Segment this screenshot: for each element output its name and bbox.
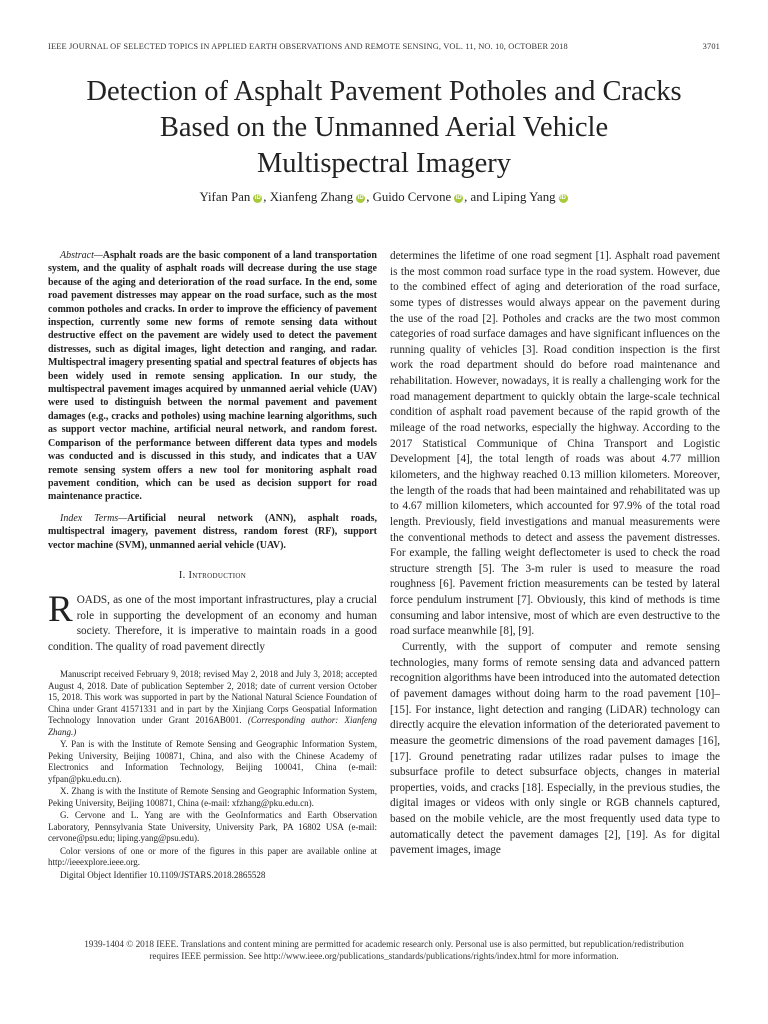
author-name: , and Liping Yang: [464, 190, 556, 204]
intro-text: OADS, as one of the most important infrastructures, play a crucial role in supporting the development of an economy and human society. Therefore, it is imperative to maintain roads in a good condition. The quality of road pavement directly: [48, 593, 377, 653]
abstract: [48, 249, 377, 504]
orcid-icon[interactable]: iD: [560, 195, 567, 201]
footnote-text: Manuscript received February 9, 2018; revised May 2, 2018 and July 3, 2018; accepted August 4, 2018. Date of publication September 2, 2018; date of current version October 15, 2018. This work was supported in part by the National Natural Science Foundation of China under Grant 41571331 and in part by the Xinjiang Corps Geospatial Information Technology Innovation under Grant 2016AB001.: [48, 669, 377, 726]
corresponding-author: (Corresponding author: Xianfeng Zhang.): [48, 715, 377, 737]
copyright-line-1: 1939-1404 © 2018 IEEE. Translations and content mining are permitted for academic research only. Personal use is also permitted, but republication/redistribution: [84, 939, 684, 949]
journal-name: IEEE JOURNAL OF SELECTED TOPICS IN APPLIED EARTH OBSERVATIONS AND REMOTE SENSING, VOL. 11, NO. 10, OCTOBER 2018: [48, 42, 568, 51]
drop-cap: R: [48, 588, 73, 630]
section-number: I.: [178, 569, 189, 581]
index-terms-label: Index Terms—: [60, 512, 128, 524]
orcid-icon[interactable]: iD: [357, 195, 364, 201]
right-column: [390, 249, 720, 859]
page-number: 3701: [702, 42, 720, 51]
footnote-affiliation-cervone-yang: G. Cervone and L. Yang are with the GeoInformatics and Earth Observation Laboratory, Pennsylvania State University, University Park, PA 16802 USA (e-mail: cervone@psu.edu; liping.yang@psu.edu).: [48, 810, 377, 844]
body-paragraph: Currently, with the support of computer and remote sensing technologies, many forms of remote sensing data and advanced pattern recognition algorithms have been introduced into the automated detection of pavement damages without doing harm to the road pavement [10]–[15]. For instance, light detection and ranging (LiDAR) technology can directly acquire the elevation information of the deteriorated pavement to measure the geometric dimensions of the road pavement damages [16], [17]. Ground penetrating radar utilizes radar pulses to image the subsurface profile to detect subsurface objects, changes in material properties, voids, and cracks [18]. Especially, in the previous studies, the digital images or videos with only single or RGB channels captured, based on the mobile vehicle, are the most frequently used data type to automatically detect the pavement damages [2], [19]. As for digital pavement images, image: [390, 641, 720, 857]
copyright-notice: [30, 938, 738, 962]
title-line-3: Multispectral Imagery: [256, 148, 512, 179]
abstract-text: Asphalt roads are the basic component of a land transportation system, and the quality of asphalt roads will decrease during the use stage because of the aging and deterioration of the road surface. In the end, some road pavement distresses may appear on the road surface, such as the most common potholes and cracks. In order to improve the efficiency of pavement inspection, currently some new forms of remote sensing data without destructive effect on the pavement are widely used to detect the pavement distresses, such as digital images, light detection and ranging, and radar. Multispectral imagery presenting spatial and spectral features of objects has been widely used in remote sensing application. In our study, the multispectral pavement images acquired by unmanned aerial vehicle (UAV) were used to distinguish between the normal pavement and pavement damages (e.g., cracks and potholes) using machine learning algorithms, such as support vector machine, artificial neural network, and random forest. Comparison of the performance between different data types and models was conducted and is discussed in this study, and indicates that a UAV remote sensing system offers a new tool for monitoring asphalt road pavement condition, which can be used as decision support for road maintenance practice.: [48, 250, 377, 503]
author-name: , Xianfeng Zhang: [263, 190, 354, 204]
footnote-manuscript: [48, 669, 377, 738]
footnote-affiliation-pan: Y. Pan is with the Institute of Remote Sensing and Geographic Information System, Peking University, Beijing 100871, China, and also with the Chinese Academy of Electronics and Information Technology, Beijing 100041, China (e-mail: yfpan@pku.edu.cn).: [48, 739, 377, 784]
author-list: [30, 190, 738, 205]
author-name: Yifan Pan: [199, 190, 251, 204]
index-terms-text: Artificial neural network (ANN), asphalt roads, multispectral imagery, pavement distress, random forest (RF), support vector machine (SVM), unmanned aerial vehicle (UAV).: [48, 512, 377, 551]
copyright-line-2: requires IEEE permission. See http://www.ieee.org/publications_standards/publications/rights/index.html for more information.: [149, 951, 619, 961]
left-column: [48, 249, 377, 882]
title-line-1: Detection of Asphalt Pavement Potholes and Cracks: [86, 76, 682, 107]
footnotes: [48, 669, 377, 881]
section-heading: [48, 568, 377, 583]
author-name: , Guido Cervone: [366, 190, 452, 204]
section-title: Introduction: [188, 569, 247, 581]
paper-title: [30, 74, 738, 182]
body-paragraph: determines the lifetime of one road segment [1]. Asphalt road pavement is the most common road surface type in the road system. However, due to the combined effect of aging and deterioration of the road surface, some types of distresses would always appear on the pavement during the use of the road [2]. Potholes and cracks are the two most common categories of road surface damages and have significant influences on the running quality of vehicles [3]. Road condition inspection is the first work the road department should do before road maintenance and rehabilitation. However, nowadays, it is really a challenging work for the road management department to quickly obtain the large-scale technical condition of asphalt road pavement because of the rapid growth of the mileage of the road networks, especially the highway. According to the 2017 Statistical Communique of China Transport and Logistic Development [4], the total length of roads was about 4.77 million kilometers, and the highway reached 0.13 million kilometers. Moreover, the length of the roads that had been maintained and rehabilitated was up to 4.67 million kilometers, which accounted for 97.9% of the total road length. Previously, field investigations and manual measurements were the conventional methods to detect and assess the pavement distresses. For example, the falling weight deflectometer is used to check the road structure strength [5]. The 3-m ruler is used to measure the road roughness [6]. Pavement friction measurements can be tested by lateral force pendulum instrument [7]. Obviously, this kind of methods is time consuming and labor intensive, most of which are even destructive to the road surface meanwhile [8], [9].: [390, 250, 720, 638]
footnote-affiliation-zhang: X. Zhang is with the Institute of Remote Sensing and Geographic Information System, Peking University, Beijing 100871, China (e-mail: xfzhang@pku.edu.cn).: [48, 786, 377, 808]
orcid-icon[interactable]: iD: [254, 195, 261, 201]
orcid-icon[interactable]: iD: [455, 195, 462, 201]
intro-paragraph: [48, 588, 377, 655]
title-line-2: Based on the Unmanned Aerial Vehicle: [159, 112, 609, 143]
running-header: [48, 42, 720, 51]
footnote-doi: Digital Object Identifier 10.1109/JSTARS.2018.2865528: [60, 869, 266, 880]
index-terms: [48, 512, 377, 552]
footnote-color-versions: Color versions of one or more of the figures in this paper are available online at http://ieeexplore.ieee.org.: [48, 845, 377, 868]
abstract-label: Abstract—: [60, 250, 103, 261]
